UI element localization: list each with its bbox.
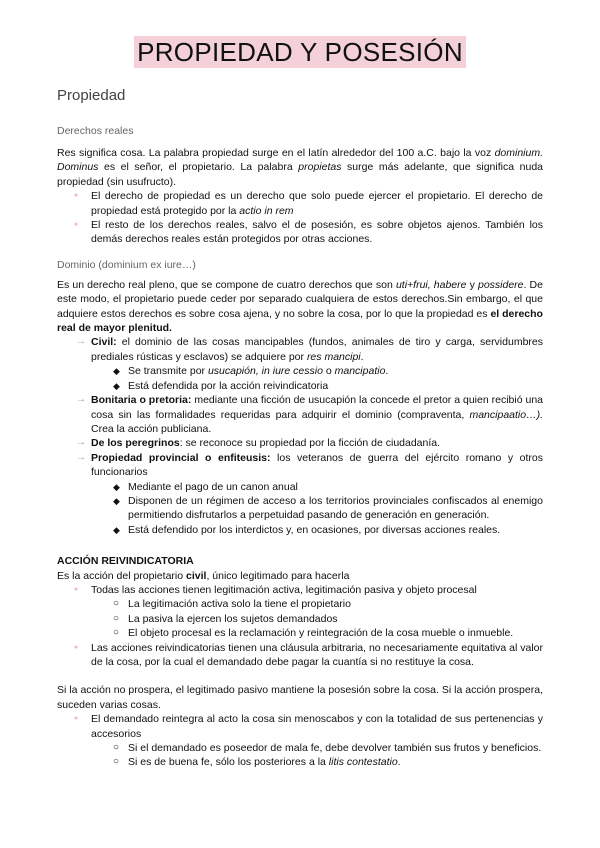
list-item-civil: → Civil: el dominio de las cosas mancipables (fundos, animales de tiro y carga, servidumbres prediales rústicas y esclavos) se adquiere por res mancipi. [57,335,543,364]
section-heading-accion: ACCIÓN REIVINDICATORIA [57,555,194,568]
list-item: ◆ Se transmite por usucapión, in iure cessio o mancipatio. [57,364,543,378]
list-item: ◆ Está defendida por la acción reivindicatoria [57,379,543,393]
list-item: ○ Si el demandado es poseedor de mala fe, debe devolver también sus frutos y beneficios. [57,741,543,755]
list-item: ● El demandado reintegra al acto la cosa sin menoscabos y con la totalidad de sus pertenencias y accesorios [57,712,543,741]
bullet-list-accion-1 [57,583,543,597]
arrow-list-dominio [57,335,543,364]
arrow-list-dominio-2 [57,393,543,479]
diamond-list-provincial [57,480,543,538]
list-item: ○ La legitimación activa solo la tiene el propietario [57,597,543,611]
list-item: ◆ Está defendido por los interdictos y, en ocasiones, por diversas acciones reales. [57,523,543,537]
diamond-list-civil [57,364,543,393]
title-wrap [0,36,600,68]
list-item-provincial: → Propiedad provincial o enfiteusis: los veteranos de guerra del ejército romano y otros funcionarios [57,451,543,480]
list-item: ● El resto de los derechos reales, salvo el de posesión, es sobre objetos ajenos. También los demás derechos reales están protegidos por otras acciones. [57,218,543,247]
list-item: ◆ Mediante el pago de un canon anual [57,480,543,494]
paragraph-accion: Es la acción del propietario civil, único legitimado para hacerla [57,569,350,582]
circle-list-fe [57,741,543,770]
list-item: ● Todas las acciones tienen legitimación activa, legitimación pasiva y objeto procesal [57,583,543,597]
paragraph-res: Res significa cosa. La palabra propiedad surge en el latín alrededor del 100 a.C. bajo la voz dominium. Dominus es el señor, el propietario. La palabra propietas surge más adelante, que significa nuda propiedad (sin usufructo). [57,147,543,188]
list-item: ◆ Disponen de un régimen de acceso a los territorios provinciales confiscados al enemigo permitiendo disfrutarlos a perpetuidad pasando de generación en generación. [57,494,543,523]
list-item: ○ La pasiva la ejercen los sujetos demandados [57,612,543,626]
list-item: ○ El objeto procesal es la reclamación y reintegración de la cosa mueble o inmueble. [57,626,543,640]
subheading-derechos-reales: Derechos reales [57,125,134,137]
bullet-list-accion-2 [57,641,543,670]
bullet-list-accion-3 [57,712,543,741]
circle-list-legitimacion [57,597,543,640]
list-item-bonitaria: → Bonitaria o pretoria: mediante una ficción de usucapión la concede el pretor a quien recibió una cosa sin las formalidades requeridas para adquirir el dominio (compraventa, mancipaatio…). Crea la acción publiciana. [57,393,543,436]
paragraph-prospera: Si la acción no prospera, el legitimado pasivo mantiene la posesión sobre la cosa. Si la acción prospera, suceden varias cosas. [57,684,543,711]
list-item: ○ Si es de buena fe, sólo los posteriores a la litis contestatio. [57,755,543,769]
section-heading-propiedad: Propiedad [57,87,126,104]
bullet-list-derechos [57,189,543,247]
paragraph-dominio: Es un derecho real pleno, que se compone de cuatro derechos que son uti+frui, habere y possidere. De este modo, el propietario puede ceder por separado cualquiera de estos derechos.Sin embargo, el que adquiere estos derechos es sobre cosa ajena, y no sobre la cosa, por lo que la propiedad es el derecho real de mayor plenitud. [57,278,543,335]
subheading-dominio: Dominio (dominium ex iure…) [57,258,196,271]
document-body [57,86,543,770]
page-title: PROPIEDAD Y POSESIÓN [134,36,466,68]
list-item: ● El derecho de propiedad es un derecho que solo puede ejercer el propietario. El derecho de propiedad está protegido por la actio in rem [57,189,543,218]
list-item-peregrinos: → De los peregrinos: se reconoce su propiedad por la ficción de ciudadanía. [57,436,543,450]
list-item: ● Las acciones reivindicatorias tienen una cláusula arbitraria, no necesariamente equitativa al valor de la cosa, por la cual el demandado debe pagar la cuantía si no restituye la cosa. [57,641,543,670]
